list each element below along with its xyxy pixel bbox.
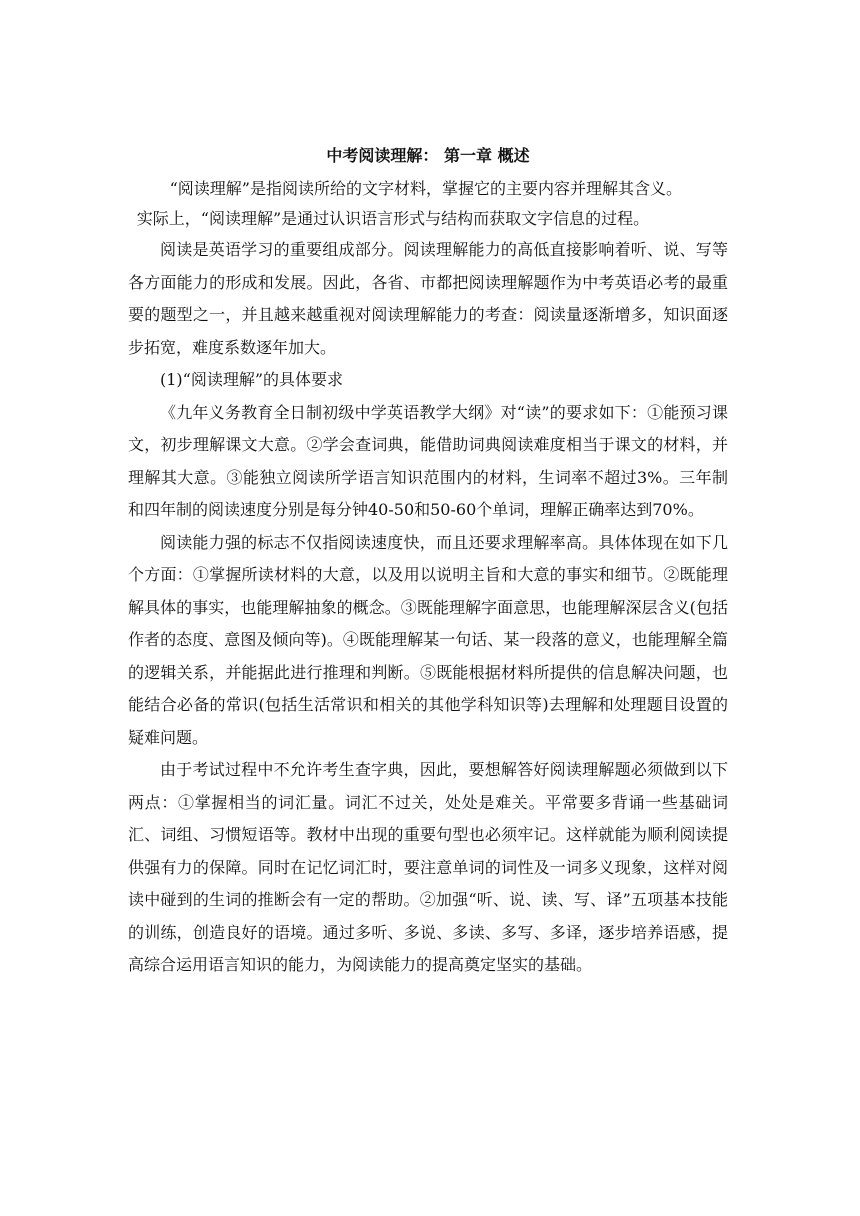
- section-heading-requirements: (1)“阅读理解”的具体要求: [160, 370, 344, 389]
- paragraph-syllabus-requirements: 《九年义务教育全日制初级中学英语教学大纲》对“读”的要求如下：①能预习课文，初步理解课文大意。②学会查词典，能借助词典阅读难度相当于课文的材料，并理解其大意。③能独立阅读所学语言知识范围内的材料，生词率不超过3%。三年制和四年制的阅读速度分别是每分钟40-50和50-60个单词，理解正确率达到70%。: [128, 402, 728, 519]
- intro-paragraph-1: “阅读理解”是指阅读所给的文字材料，掌握它的主要内容并理解其含义。: [169, 179, 682, 198]
- paragraph-reading-ability-signs: 阅读能力强的标志不仅指阅读速度快，而且还要求理解率高。具体体现在如下几个方面：①掌握所读材料的大意，以及用以说明主旨和大意的事实和细节。②既能理解具体的事实，也能理解抽象的概念。③既能理解字面意思，也能理解深层含义(包括作者的态度、意图及倾向等)。④既能理解某一句话、某一段落的意义，也能理解全篇的逻辑关系，并能据此进行推理和判断。⑤既能根据材料所提供的信息解决问题，也能结合必备的常识(包括生活常识和相关的其他学科知识等)去理解和处理题目设置的疑难问题。: [128, 532, 728, 747]
- paragraph-reading-importance: 阅读是英语学习的重要组成部分。阅读理解能力的高低直接影响着听、说、写等各方面能力的形成和发展。因此，各省、市都把阅读理解题作为中考英语必考的最重要的题型之一，并且越来越重视对阅读理解能力的考查：阅读量逐渐增多，知识面逐步拓宽，难度系数逐年加大。: [128, 240, 728, 357]
- document-title: 中考阅读理解： 第一章 概述: [326, 146, 530, 165]
- paragraph-exam-advice: 由于考试过程中不允许考生查字典，因此，要想解答好阅读理解题必须做到以下两点：①掌握相当的词汇量。词汇不过关，处处是难关。平常要多背诵一些基础词汇、词组、习惯短语等。教材中出现的重要句型也必须牢记。这样就能为顺利阅读提供强有力的保障。同时在记忆词汇时，要注意单词的词性及一词多义现象，这样对阅读中碰到的生词的推断会有一定的帮助。②加强“听、说、读、写、译”五项基本技能的训练，创造良好的语境。通过多听、多说、多读、多写、多译，逐步培养语感，提高综合运用语言知识的能力，为阅读能力的提高奠定坚实的基础。: [128, 760, 728, 974]
- intro-paragraph-2: 实际上，“阅读理解”是通过认识语言形式与结构而获取文字信息的过程。: [136, 209, 650, 228]
- document-body: [128, 144, 728, 982]
